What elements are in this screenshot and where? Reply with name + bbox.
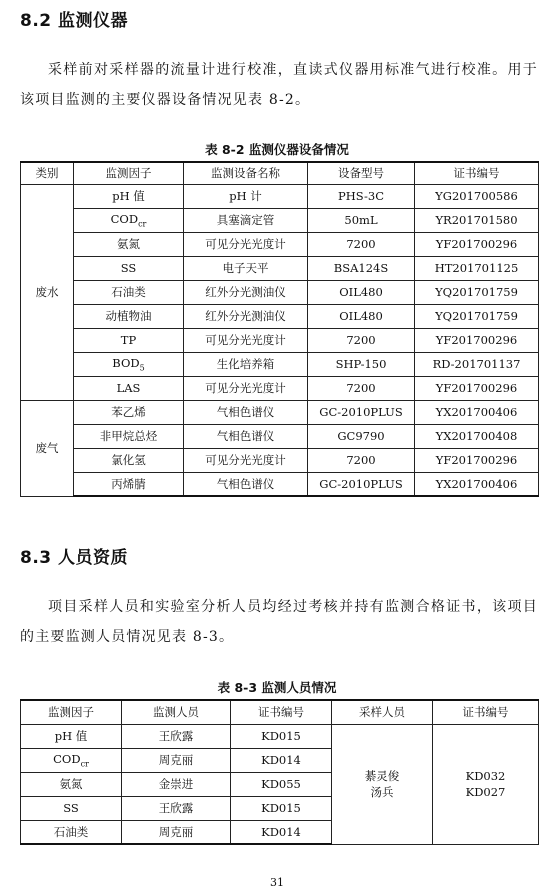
- cell-person: 周克丽: [122, 748, 231, 772]
- table-row: [21, 448, 539, 472]
- table-8-3-personnel: [20, 699, 539, 845]
- table-row: [21, 352, 539, 376]
- table-row: [21, 328, 539, 352]
- cell-cert: YF201700296: [415, 376, 539, 400]
- cell-cert: YF201700296: [415, 448, 539, 472]
- cell-factor: 丙烯腈: [74, 472, 184, 496]
- section-heading-8-2: 8.2 监测仪器: [20, 11, 129, 31]
- cell-factor: $COD_{cr}$: [21, 748, 122, 772]
- category-wastewater: 废水: [21, 184, 74, 400]
- page-number: 31: [270, 876, 284, 889]
- cell-cert: KD055: [231, 772, 332, 796]
- cell-factor: 石油类: [74, 280, 184, 304]
- cell-cert: YF201700296: [415, 232, 539, 256]
- header-cert: 证书编号: [415, 162, 539, 184]
- cell-device: 可见分光光度计: [184, 232, 308, 256]
- cell-cert: YF201700296: [415, 328, 539, 352]
- cell-person: 金崇进: [122, 772, 231, 796]
- cell-model: 7200: [308, 328, 415, 352]
- cell-factor: 非甲烷总烃: [74, 424, 184, 448]
- cell-factor: SS: [21, 796, 122, 820]
- cell-samplers: [332, 724, 433, 844]
- header-factor: 监测因子: [74, 162, 184, 184]
- cell-sampler-certs: [433, 724, 539, 844]
- cell-model: 7200: [308, 448, 415, 472]
- cell-cert: YQ201701759: [415, 280, 539, 304]
- table-row: [21, 472, 539, 496]
- cell-factor: 氯化氢: [74, 448, 184, 472]
- cell-model: GC-2010PLUS: [308, 400, 415, 424]
- header-person: 监测人员: [122, 700, 231, 724]
- paragraph-text: 采样前对采样器的流量计进行校准，直读式仪器用标准气进行校准。用于该项目监测的主要仪器设备情况见表 8-2。: [20, 62, 538, 108]
- table-row: [21, 400, 539, 424]
- table-row: [21, 232, 539, 256]
- table-row: [21, 376, 539, 400]
- cell-factor: LAS: [74, 376, 184, 400]
- section-heading-8-3: 8.3 人员资质: [20, 548, 129, 568]
- cell-factor: pH 值: [74, 184, 184, 208]
- cell-device: 生化培养箱: [184, 352, 308, 376]
- cell-device: 红外分光测油仪: [184, 304, 308, 328]
- header-cert: 证书编号: [231, 700, 332, 724]
- cell-cert: YX201700406: [415, 400, 539, 424]
- cell-cert: YX201700408: [415, 424, 539, 448]
- cell-device: 红外分光测油仪: [184, 280, 308, 304]
- header-model: 设备型号: [308, 162, 415, 184]
- category-waste-gas: 废气: [21, 400, 74, 496]
- cell-device: 气相色谱仪: [184, 472, 308, 496]
- table-row: [21, 304, 539, 328]
- cell-factor: 氨氮: [21, 772, 122, 796]
- header-sampler: 采样人员: [332, 700, 433, 724]
- cell-factor: TP: [74, 328, 184, 352]
- cell-model: OIL480: [308, 304, 415, 328]
- cell-factor: 动植物油: [74, 304, 184, 328]
- cell-cert: YR201701580: [415, 208, 539, 232]
- cell-device: 可见分光光度计: [184, 376, 308, 400]
- table-8-2-caption: 表 8-2 监测仪器设备情况: [205, 142, 349, 157]
- cell-device: 可见分光光度计: [184, 328, 308, 352]
- cell-model: BSA124S: [308, 256, 415, 280]
- table-row: [21, 424, 539, 448]
- cell-cert: YQ201701759: [415, 304, 539, 328]
- cell-person: 王欣露: [122, 724, 231, 748]
- header-device: 监测设备名称: [184, 162, 308, 184]
- sampler-cert: KD032: [465, 769, 506, 783]
- table-row: [21, 724, 539, 748]
- table-row: [21, 208, 539, 232]
- paragraph-text: 项目采样人员和实验室分析人员均经过考核并持有监测合格证书，该项目的主要监测人员情况见表 8-3。: [20, 599, 538, 645]
- cell-cert: HT201701125: [415, 256, 539, 280]
- cell-model: OIL480: [308, 280, 415, 304]
- cell-model: 7200: [308, 232, 415, 256]
- cell-model: 50mL: [308, 208, 415, 232]
- cell-device: 电子天平: [184, 256, 308, 280]
- sampler-cert: KD027: [465, 785, 506, 799]
- sampler-name: 汤兵: [370, 785, 394, 799]
- table-8-3-caption: 表 8-3 监测人员情况: [217, 680, 337, 695]
- cell-cert: KD014: [231, 748, 332, 772]
- cell-model: 7200: [308, 376, 415, 400]
- cell-device: 具塞滴定管: [184, 208, 308, 232]
- cell-model: PHS-3C: [308, 184, 415, 208]
- table-row: [21, 256, 539, 280]
- cell-factor: pH 值: [21, 724, 122, 748]
- cell-model: SHP-150: [308, 352, 415, 376]
- cell-device: 可见分光光度计: [184, 448, 308, 472]
- section-8-2-paragraph: [20, 55, 538, 115]
- cell-person: 王欣露: [122, 796, 231, 820]
- cell-device: 气相色谱仪: [184, 424, 308, 448]
- cell-cert: YG201700586: [415, 184, 539, 208]
- table-8-2-instruments: [20, 161, 539, 497]
- header-sampler-cert: 证书编号: [433, 700, 539, 724]
- table-header-row: [21, 162, 539, 184]
- section-8-3-paragraph: [20, 592, 538, 652]
- cell-cert: KD015: [231, 724, 332, 748]
- cell-factor: 氨氮: [74, 232, 184, 256]
- cell-factor: $BOD_5$: [74, 352, 184, 376]
- cell-factor: $COD_{cr}$: [74, 208, 184, 232]
- header-factor: 监测因子: [21, 700, 122, 724]
- cell-cert: KD015: [231, 796, 332, 820]
- table-row: [21, 280, 539, 304]
- cell-model: GC9790: [308, 424, 415, 448]
- cell-device: 气相色谱仪: [184, 400, 308, 424]
- cell-factor: SS: [74, 256, 184, 280]
- cell-factor: 苯乙烯: [74, 400, 184, 424]
- cell-factor: 石油类: [21, 820, 122, 844]
- cell-model: GC-2010PLUS: [308, 472, 415, 496]
- cell-device: pH 计: [184, 184, 308, 208]
- sampler-name: 綦灵俊: [364, 769, 400, 783]
- header-category: 类别: [21, 162, 74, 184]
- cell-cert: YX201700406: [415, 472, 539, 496]
- cell-cert: RD-201701137: [415, 352, 539, 376]
- cell-cert: KD014: [231, 820, 332, 844]
- table-row: [21, 184, 539, 208]
- cell-person: 周克丽: [122, 820, 231, 844]
- table-header-row: [21, 700, 539, 724]
